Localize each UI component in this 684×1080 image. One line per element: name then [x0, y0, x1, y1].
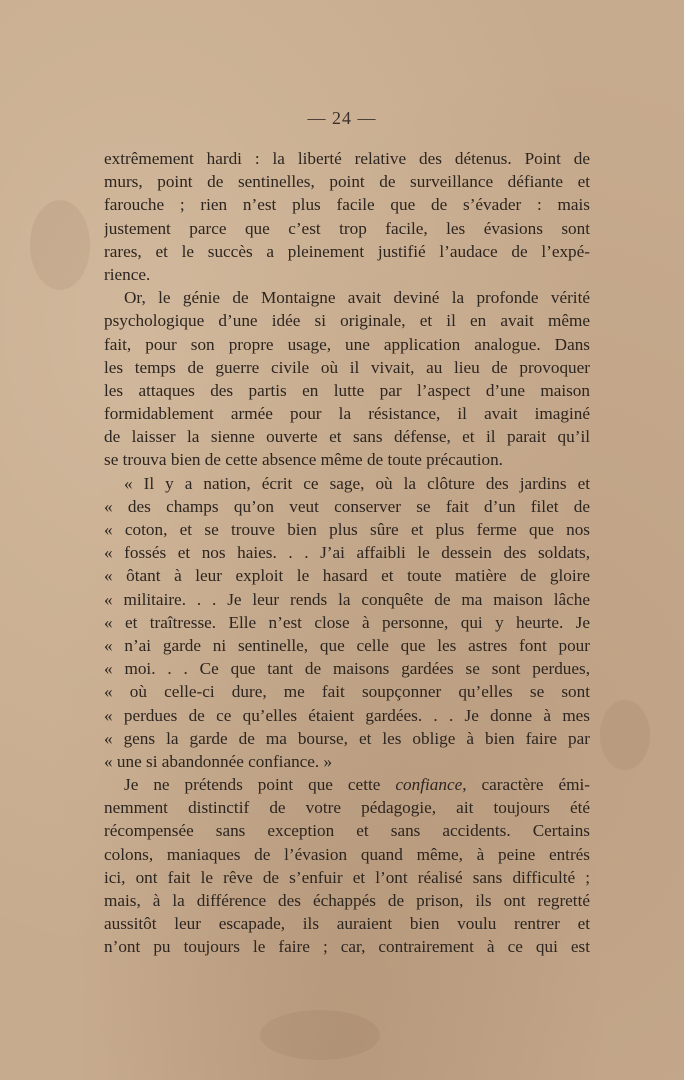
- quote-line: « coton, et se trouve bien plus sûre et plus ferme que nos: [104, 520, 590, 539]
- text-line: fait, pour son propre usage, une application analogue. Dans: [104, 334, 590, 354]
- text-fragment: , caractère émi-: [462, 775, 590, 795]
- text-line: ici, ont fait le rêve de s’enfuir et l’ont réalisé sans difficulté ;: [104, 867, 590, 887]
- paragraph-start: Or, le génie de Montaigne avait deviné la profonde vérité: [124, 288, 590, 308]
- quote-line: « une si abandonnée confiance. »: [104, 751, 333, 771]
- text-line: murs, point de sentinelles, point de surveillance défiante et: [104, 172, 590, 192]
- text-line: justement parce que c’est trop facile, les évasions sont: [104, 218, 590, 238]
- text-fragment: Je ne prétends point que cette: [124, 775, 381, 795]
- quote-line: « des champs qu’on veut conserver se fait d’un filet de: [104, 496, 590, 516]
- page-number: — 24 —: [307, 108, 377, 128]
- text-line: se trouva bien de cette absence même de toute précaution.: [104, 450, 503, 470]
- text-line: rares, et le succès a pleinement justifié l’audace de l’expé-: [104, 241, 590, 261]
- quote-line: « moi. . . Ce que tant de maisons gardées se sont perdues,: [104, 659, 590, 679]
- text-line: colons, maniaques de l’évasion quand même, à peine entrés: [104, 844, 590, 864]
- text-line: rience.: [104, 264, 151, 284]
- quote-line: « fossés et nos haies. . . J’ai affaibli le dessein des soldats,: [104, 543, 590, 563]
- paragraph-start: [104, 773, 590, 796]
- text-line: mais, à la différence des échappés de prison, ils ont regretté: [104, 891, 590, 910]
- quote-line: « perdues de ce qu’elles étaient gardées. . . Je donne à mes: [104, 705, 590, 725]
- italic-word: confiance: [395, 775, 463, 795]
- quote-line: « n’ai garde ni sentinelle, que celle que les astres font pour: [104, 635, 590, 655]
- body-text: [104, 147, 590, 959]
- paper-stain: [30, 200, 90, 290]
- text-line: farouche ; rien n’est plus facile que de s’évader : mais: [104, 195, 590, 215]
- paper-stain: [260, 1010, 380, 1060]
- text-line: formidablement armée pour la résistance, il avait imaginé: [104, 404, 590, 424]
- text-line: récompensée sans exception et sans accidents. Certains: [104, 821, 590, 841]
- paper-stain: [600, 700, 650, 770]
- quote-line: « Il y a nation, écrit ce sage, où la clôture des jardins et: [124, 473, 590, 493]
- quote-line: « gens la garde de ma bourse, et les oblige à bien faire par: [104, 728, 590, 748]
- text-line: aussitôt leur escapade, ils auraient bien voulu rentrer et: [104, 914, 590, 934]
- text-line: extrêmement hardi : la liberté relative des détenus. Point de: [104, 149, 590, 168]
- quote-line: « militaire. . . Je leur rends la conquête de ma maison lâche: [104, 589, 590, 609]
- text-line: les attaques des partis en lutte par l’aspect d’une maison: [104, 380, 590, 400]
- quote-line: « où celle-ci dure, me fait soupçonner qu’elles se sont: [104, 682, 590, 702]
- quote-line: « et traîtresse. Elle n’est close à personne, qui y heurte. Je: [104, 612, 590, 632]
- quote-line: « ôtant à leur exploit le hasard et toute matière de gloire: [104, 566, 590, 586]
- text-line: nemment distinctif de votre pédagogie, ait toujours été: [104, 798, 590, 818]
- text-line: n’ont pu toujours le faire ; car, contrairement à ce qui est: [104, 937, 590, 957]
- text-line: de laisser la sienne ouverte et sans défense, et il parait qu’il: [104, 427, 590, 447]
- text-line: les temps de guerre civile où il vivait, au lieu de provoquer: [104, 357, 590, 377]
- text-line: psychologique d’une idée si originale, et il en avait même: [104, 311, 590, 331]
